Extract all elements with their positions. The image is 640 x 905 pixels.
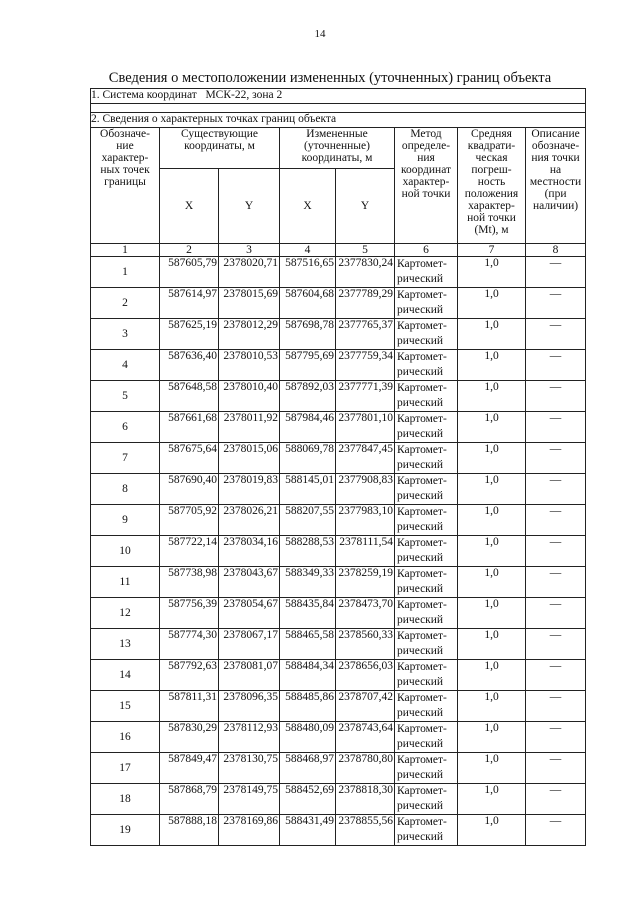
description-cell: — — [526, 350, 586, 381]
changed-x-cell: 588484,34 — [280, 660, 336, 691]
changed-y-cell: 2377759,34 — [336, 350, 395, 381]
changed-x-cell: 588485,86 — [280, 691, 336, 722]
table-row — [91, 350, 586, 381]
changed-x-cell: 588452,69 — [280, 784, 336, 815]
table-row — [91, 660, 586, 691]
method-cell: Картомет- рический — [395, 784, 458, 815]
table-row — [91, 598, 586, 629]
section-coordinate-system — [91, 89, 586, 104]
description-cell: — — [526, 443, 586, 474]
description-cell: — — [526, 784, 586, 815]
description-cell: — — [526, 319, 586, 350]
existing-y-cell: 2378054,67 — [219, 598, 280, 629]
changed-y-cell: 2378743,64 — [336, 722, 395, 753]
description-cell: — — [526, 505, 586, 536]
accuracy-cell: 1,0 — [458, 319, 526, 350]
changed-y-cell: 2377830,24 — [336, 257, 395, 288]
existing-x-cell: 587849,47 — [160, 753, 219, 784]
description-cell: — — [526, 722, 586, 753]
changed-x-cell: 588465,58 — [280, 629, 336, 660]
existing-y-cell: 2378169,86 — [219, 815, 280, 846]
existing-x-cell: 587738,98 — [160, 567, 219, 598]
existing-y-cell: 2378096,35 — [219, 691, 280, 722]
accuracy-cell: 1,0 — [458, 443, 526, 474]
coordinates-table — [90, 88, 586, 846]
changed-y-cell: 2378855,56 — [336, 815, 395, 846]
changed-x-cell: 588480,09 — [280, 722, 336, 753]
point-number-cell: 4 — [91, 350, 160, 381]
header-changed-coordinates: Измененные (уточненные) координаты, м — [280, 128, 395, 169]
point-number-cell: 6 — [91, 412, 160, 443]
point-number-cell: 8 — [91, 474, 160, 505]
table-row — [91, 784, 586, 815]
method-cell: Картомет- рический — [395, 691, 458, 722]
header-description: Описание обозначе- ния точки на местности (при наличии) — [526, 128, 586, 244]
table-row — [91, 443, 586, 474]
description-cell: — — [526, 598, 586, 629]
changed-y-cell: 2378473,70 — [336, 598, 395, 629]
description-cell: — — [526, 536, 586, 567]
existing-x-cell: 587625,19 — [160, 319, 219, 350]
description-cell: — — [526, 660, 586, 691]
changed-y-cell: 2378560,33 — [336, 629, 395, 660]
point-number-cell: 15 — [91, 691, 160, 722]
accuracy-cell: 1,0 — [458, 598, 526, 629]
method-cell: Картомет- рический — [395, 412, 458, 443]
column-number: 2 — [160, 244, 219, 257]
changed-x-cell: 588435,84 — [280, 598, 336, 629]
header-point-label: Обозначе- ние характер- ных точек границы — [91, 128, 160, 244]
changed-y-cell: 2377801,10 — [336, 412, 395, 443]
existing-y-cell: 2378130,75 — [219, 753, 280, 784]
existing-x-cell: 587690,40 — [160, 474, 219, 505]
point-number-cell: 17 — [91, 753, 160, 784]
column-number: 6 — [395, 244, 458, 257]
existing-x-cell: 587830,29 — [160, 722, 219, 753]
existing-y-cell: 2378011,92 — [219, 412, 280, 443]
existing-x-cell: 587605,79 — [160, 257, 219, 288]
description-cell: — — [526, 474, 586, 505]
point-number-cell: 19 — [91, 815, 160, 846]
existing-x-cell: 587636,40 — [160, 350, 219, 381]
changed-y-cell: 2377908,83 — [336, 474, 395, 505]
accuracy-cell: 1,0 — [458, 629, 526, 660]
column-number: 5 — [336, 244, 395, 257]
changed-y-cell: 2378656,03 — [336, 660, 395, 691]
point-number-cell: 11 — [91, 567, 160, 598]
description-cell: — — [526, 257, 586, 288]
description-cell: — — [526, 691, 586, 722]
method-cell: Картомет- рический — [395, 257, 458, 288]
point-number-cell: 7 — [91, 443, 160, 474]
existing-y-cell: 2378034,16 — [219, 536, 280, 567]
method-cell: Картомет- рический — [395, 381, 458, 412]
changed-x-cell: 587892,03 — [280, 381, 336, 412]
method-cell: Картомет- рический — [395, 443, 458, 474]
column-number: 4 — [280, 244, 336, 257]
accuracy-cell: 1,0 — [458, 722, 526, 753]
existing-y-cell: 2378067,17 — [219, 629, 280, 660]
points-section-label: 2. Сведения о характерных точках границ объекта — [91, 113, 586, 128]
method-cell: Картомет- рический — [395, 505, 458, 536]
changed-y-cell: 2377789,29 — [336, 288, 395, 319]
coordinate-system-label: 1. Система координат МСК-22, зона 2 — [91, 89, 586, 104]
table-row — [91, 288, 586, 319]
accuracy-cell: 1,0 — [458, 536, 526, 567]
column-number-row — [91, 244, 586, 257]
point-number-cell: 10 — [91, 536, 160, 567]
accuracy-cell: 1,0 — [458, 784, 526, 815]
existing-y-cell: 2378010,40 — [219, 381, 280, 412]
method-cell: Картомет- рический — [395, 598, 458, 629]
accuracy-cell: 1,0 — [458, 660, 526, 691]
changed-x-cell: 587698,78 — [280, 319, 336, 350]
point-number-cell: 5 — [91, 381, 160, 412]
table-row — [91, 412, 586, 443]
existing-x-cell: 587792,63 — [160, 660, 219, 691]
accuracy-cell: 1,0 — [458, 381, 526, 412]
method-cell: Картомет- рический — [395, 319, 458, 350]
method-cell: Картомет- рический — [395, 474, 458, 505]
changed-y-cell: 2378818,30 — [336, 784, 395, 815]
header-method: Метод определе- ния координат характер- ной точки — [395, 128, 458, 244]
table-row — [91, 381, 586, 412]
changed-x-cell: 587795,69 — [280, 350, 336, 381]
changed-y-cell: 2378780,80 — [336, 753, 395, 784]
header-existing-coordinates: Существующие координаты, м — [160, 128, 280, 169]
existing-x-cell: 587648,58 — [160, 381, 219, 412]
description-cell: — — [526, 629, 586, 660]
point-number-cell: 12 — [91, 598, 160, 629]
existing-x-cell: 587614,97 — [160, 288, 219, 319]
changed-x-cell: 588349,33 — [280, 567, 336, 598]
changed-x-cell: 588288,53 — [280, 536, 336, 567]
existing-x-cell: 587722,14 — [160, 536, 219, 567]
document-title: Сведения о местоположении измененных (уточненных) границ объекта — [108, 70, 552, 86]
description-cell: — — [526, 412, 586, 443]
header-existing-x: X — [160, 169, 219, 244]
description-cell: — — [526, 815, 586, 846]
existing-y-cell: 2378015,06 — [219, 443, 280, 474]
point-number-cell: 1 — [91, 257, 160, 288]
changed-y-cell: 2377847,45 — [336, 443, 395, 474]
point-number-cell: 13 — [91, 629, 160, 660]
header-existing-y: Y — [219, 169, 280, 244]
existing-x-cell: 587811,31 — [160, 691, 219, 722]
table-header-row — [91, 128, 586, 169]
changed-x-cell: 588145,01 — [280, 474, 336, 505]
accuracy-cell: 1,0 — [458, 567, 526, 598]
existing-y-cell: 2378026,21 — [219, 505, 280, 536]
method-cell: Картомет- рический — [395, 288, 458, 319]
point-number-cell: 18 — [91, 784, 160, 815]
description-cell: — — [526, 381, 586, 412]
changed-x-cell: 588069,78 — [280, 443, 336, 474]
method-cell: Картомет- рический — [395, 536, 458, 567]
method-cell: Картомет- рический — [395, 660, 458, 691]
table-row — [91, 815, 586, 846]
column-number: 8 — [526, 244, 586, 257]
description-cell: — — [526, 753, 586, 784]
description-cell: — — [526, 288, 586, 319]
accuracy-cell: 1,0 — [458, 474, 526, 505]
existing-y-cell: 2378020,71 — [219, 257, 280, 288]
accuracy-cell: 1,0 — [458, 753, 526, 784]
method-cell: Картомет- рический — [395, 815, 458, 846]
table-row — [91, 722, 586, 753]
table-row — [91, 567, 586, 598]
header-accuracy: Средняя квадрати- ческая погреш- ность положения характер- ной точки (Mt), м — [458, 128, 526, 244]
changed-y-cell: 2378707,42 — [336, 691, 395, 722]
existing-y-cell: 2378112,93 — [219, 722, 280, 753]
point-number-cell: 16 — [91, 722, 160, 753]
description-cell: — — [526, 567, 586, 598]
section-spacer — [91, 104, 586, 113]
method-cell: Картомет- рический — [395, 350, 458, 381]
accuracy-cell: 1,0 — [458, 412, 526, 443]
existing-x-cell: 587774,30 — [160, 629, 219, 660]
changed-x-cell: 588207,55 — [280, 505, 336, 536]
method-cell: Картомет- рический — [395, 567, 458, 598]
existing-x-cell: 587888,18 — [160, 815, 219, 846]
changed-y-cell: 2378259,19 — [336, 567, 395, 598]
changed-x-cell: 587516,65 — [280, 257, 336, 288]
accuracy-cell: 1,0 — [458, 350, 526, 381]
header-changed-y: Y — [336, 169, 395, 244]
changed-x-cell: 588431,49 — [280, 815, 336, 846]
table-row — [91, 319, 586, 350]
existing-x-cell: 587675,64 — [160, 443, 219, 474]
method-cell: Картомет- рический — [395, 753, 458, 784]
accuracy-cell: 1,0 — [458, 257, 526, 288]
existing-x-cell: 587705,92 — [160, 505, 219, 536]
changed-y-cell: 2377983,10 — [336, 505, 395, 536]
existing-y-cell: 2378149,75 — [219, 784, 280, 815]
accuracy-cell: 1,0 — [458, 691, 526, 722]
changed-x-cell: 588468,97 — [280, 753, 336, 784]
existing-y-cell: 2378010,53 — [219, 350, 280, 381]
changed-x-cell: 587984,46 — [280, 412, 336, 443]
page-number: 14 — [314, 28, 326, 40]
accuracy-cell: 1,0 — [458, 288, 526, 319]
existing-x-cell: 587756,39 — [160, 598, 219, 629]
table-row — [91, 474, 586, 505]
existing-x-cell: 587661,68 — [160, 412, 219, 443]
changed-y-cell: 2378111,54 — [336, 536, 395, 567]
method-cell: Картомет- рический — [395, 629, 458, 660]
point-number-cell: 2 — [91, 288, 160, 319]
column-number: 1 — [91, 244, 160, 257]
table-row — [91, 536, 586, 567]
table-row — [91, 257, 586, 288]
header-changed-x: X — [280, 169, 336, 244]
method-cell: Картомет- рический — [395, 722, 458, 753]
section-points — [91, 113, 586, 128]
column-number: 7 — [458, 244, 526, 257]
table-row — [91, 505, 586, 536]
table-row — [91, 629, 586, 660]
existing-y-cell: 2378015,69 — [219, 288, 280, 319]
column-number: 3 — [219, 244, 280, 257]
existing-y-cell: 2378081,07 — [219, 660, 280, 691]
point-number-cell: 9 — [91, 505, 160, 536]
accuracy-cell: 1,0 — [458, 505, 526, 536]
existing-x-cell: 587868,79 — [160, 784, 219, 815]
changed-y-cell: 2377771,39 — [336, 381, 395, 412]
accuracy-cell: 1,0 — [458, 815, 526, 846]
table-row — [91, 753, 586, 784]
existing-y-cell: 2378043,67 — [219, 567, 280, 598]
changed-x-cell: 587604,68 — [280, 288, 336, 319]
table-row — [91, 691, 586, 722]
point-number-cell: 14 — [91, 660, 160, 691]
changed-y-cell: 2377765,37 — [336, 319, 395, 350]
existing-y-cell: 2378012,29 — [219, 319, 280, 350]
point-number-cell: 3 — [91, 319, 160, 350]
existing-y-cell: 2378019,83 — [219, 474, 280, 505]
